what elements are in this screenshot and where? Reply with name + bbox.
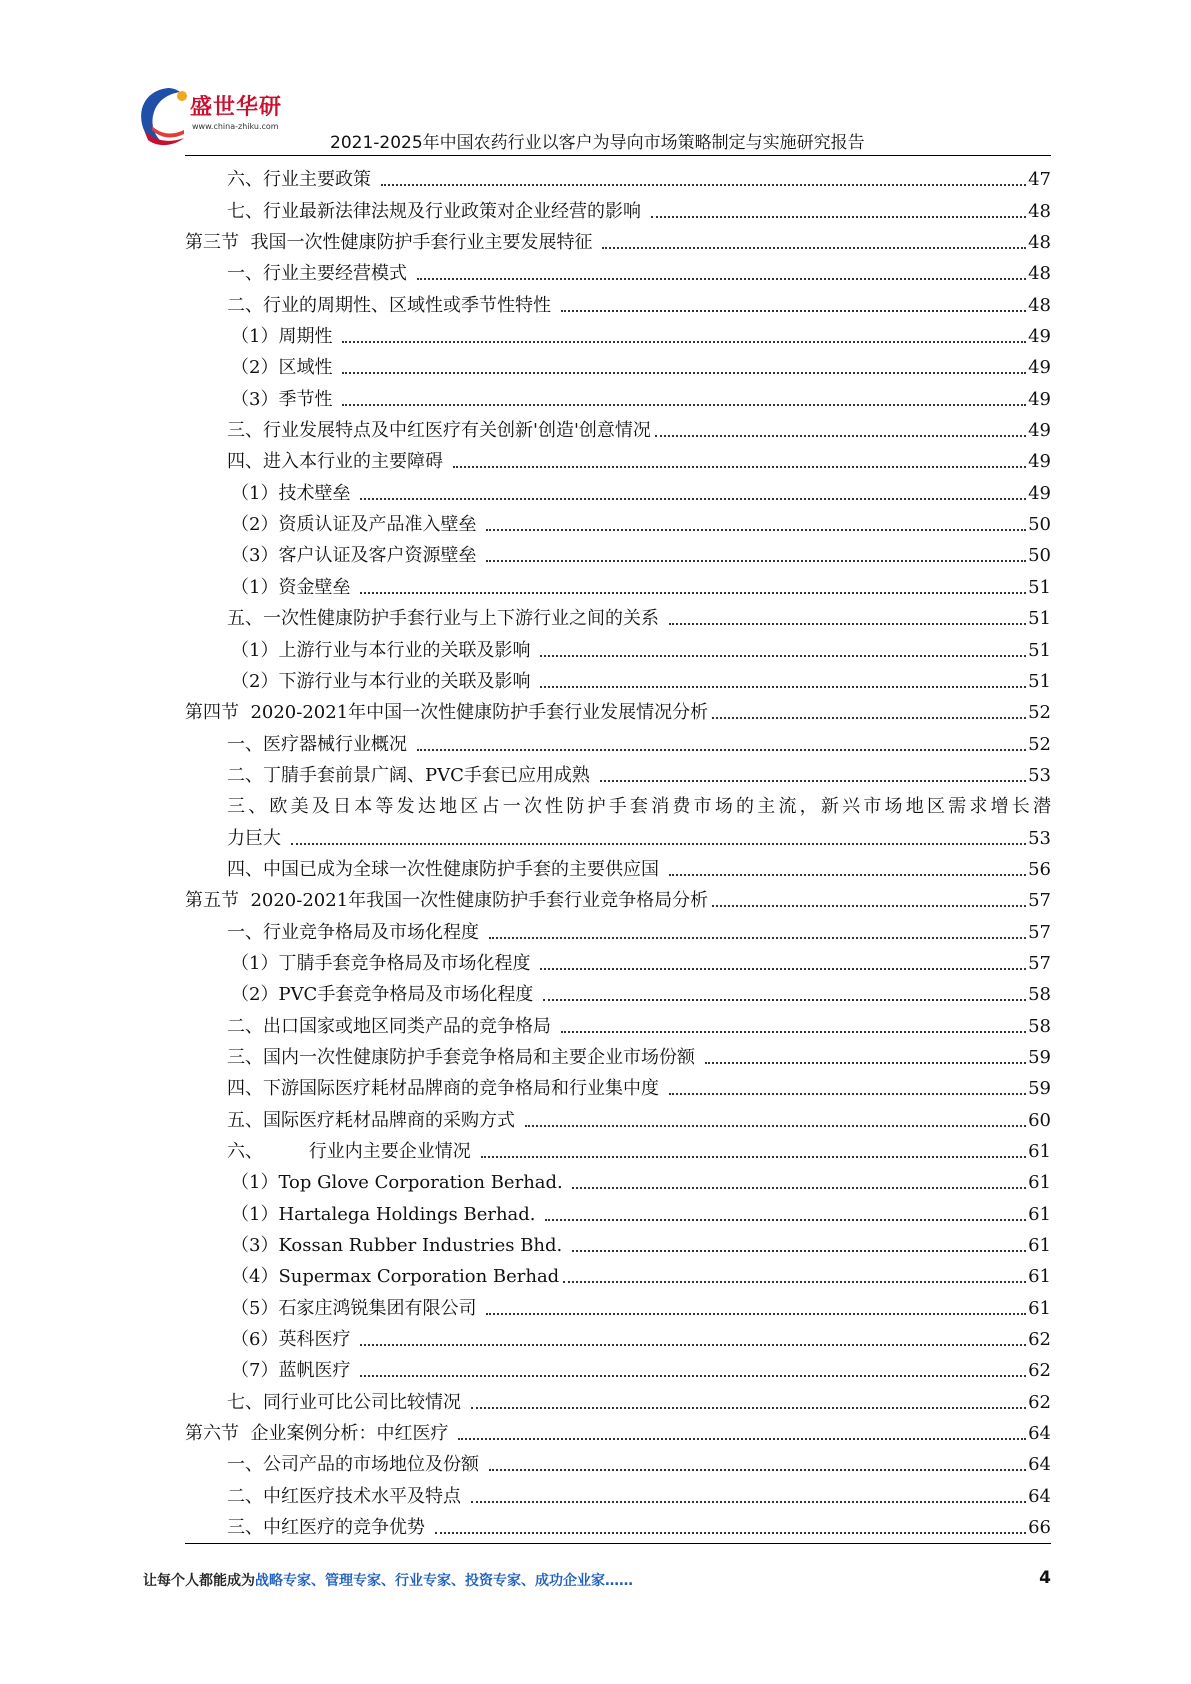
toc-entry[interactable] — [185, 1476, 1051, 1507]
toc-entry[interactable] — [185, 944, 1051, 975]
toc-dot-leader — [705, 1062, 1026, 1064]
toc-entry-label: 二、中红医疗技术水平及特点 — [227, 1485, 467, 1507]
toc-entry-page: 61 — [1028, 1297, 1051, 1319]
toc-dot-leader — [489, 1469, 1026, 1471]
toc-entry-label: （4）Supermax Corporation Berhad — [231, 1266, 560, 1288]
toc-entry[interactable] — [185, 1163, 1051, 1194]
toc-dot-leader — [417, 749, 1026, 751]
toc-entry-label: 二、行业的周期性、区域性或季节性特性 — [227, 294, 557, 316]
toc-dot-leader — [342, 341, 1026, 343]
toc-entry-page: 61 — [1028, 1235, 1051, 1257]
toc-entry[interactable] — [185, 630, 1051, 661]
toc-entry-label: 七、同行业可比公司比较情况 — [227, 1391, 467, 1413]
toc-entry[interactable] — [185, 1382, 1051, 1413]
toc-entry-label: （3）Kossan Rubber Industries Bhd. — [231, 1235, 568, 1257]
toc-entry-label: 六、行业主要政策 — [227, 169, 377, 191]
toc-entry-page: 51 — [1028, 670, 1051, 692]
toc-entry[interactable] — [185, 379, 1051, 410]
toc-dot-leader — [458, 1438, 1026, 1440]
toc-dot-leader — [342, 404, 1026, 406]
toc-dot-leader — [651, 216, 1026, 218]
footer-divider — [185, 1543, 1051, 1544]
toc-entry[interactable] — [185, 567, 1051, 598]
toc-entry[interactable] — [185, 1288, 1051, 1319]
toc-dot-leader — [572, 1250, 1026, 1252]
toc-entry[interactable] — [185, 881, 1051, 912]
toc-entry-label: （1）Hartalega Holdings Berhad. — [231, 1203, 542, 1225]
toc-entry-label: 六、 行业内主要企业情况 — [227, 1141, 477, 1162]
toc-entry-page: 58 — [1028, 984, 1051, 1006]
toc-dot-leader — [486, 529, 1026, 531]
toc-entry-page: 48 — [1028, 263, 1051, 285]
toc-dot-leader — [712, 905, 1026, 907]
toc-entry[interactable] — [185, 1226, 1051, 1257]
toc-dot-leader — [525, 1125, 1026, 1127]
toc-entry-label: （1）丁腈手套竞争格局及市场化程度 — [231, 952, 537, 974]
toc-dot-leader — [435, 1532, 1026, 1534]
toc-entry-page: 48 — [1028, 200, 1051, 222]
toc-entry-label: 第六节 企业案例分析：中红医疗 — [185, 1423, 455, 1445]
toc-entry-page: 59 — [1028, 1078, 1051, 1100]
toc-entry[interactable] — [185, 160, 1051, 191]
toc-entry-page: 50 — [1028, 514, 1051, 536]
toc-entry[interactable] — [185, 223, 1051, 254]
toc-entry[interactable] — [185, 1257, 1051, 1288]
toc-entry-label: 第四节 2020-2021年中国一次性健康防护手套行业发展情况分析 — [185, 702, 709, 724]
toc-dot-leader — [669, 623, 1026, 625]
logo-text: 盛世华研 — [190, 95, 283, 120]
toc-entry-label: 三、欧美及日本等发达地区占一次性防护手套消费市场的主流，新兴市场地区需求增长潜 — [227, 796, 1051, 818]
toc-entry-label: （3）季节性 — [231, 388, 339, 410]
toc-entry-page: 61 — [1028, 1141, 1051, 1162]
toc-entry-page: 51 — [1028, 576, 1051, 598]
toc-entry[interactable] — [185, 1006, 1051, 1037]
toc-dot-leader — [655, 435, 1026, 437]
toc-entry-page: 62 — [1028, 1391, 1051, 1413]
toc-dot-leader — [381, 184, 1026, 186]
toc-dot-leader — [561, 310, 1026, 312]
toc-dot-leader — [342, 372, 1026, 374]
toc-entry-page: 49 — [1028, 451, 1051, 473]
toc-entry-label: （1）Top Glove Corporation Berhad. — [231, 1172, 569, 1194]
toc-entry[interactable] — [185, 285, 1051, 316]
toc-entry[interactable] — [185, 505, 1051, 536]
toc-entry-page: 57 — [1028, 952, 1051, 974]
toc-entry[interactable] — [185, 1069, 1051, 1100]
toc-entry-page: 57 — [1028, 890, 1051, 912]
toc-dot-leader — [360, 1344, 1026, 1346]
toc-dot-leader — [563, 1281, 1026, 1283]
toc-entry-page: 53 — [1028, 764, 1051, 786]
toc-entry-label: 第三节 我国一次性健康防护手套行业主要发展特征 — [185, 232, 599, 254]
toc-entry-label: 三、行业发展特点及中红医疗有关创新'创造'创意情况 — [227, 420, 651, 442]
toc-dot-leader — [360, 498, 1026, 500]
toc-entry-label: （1）资金壁垒 — [231, 576, 357, 598]
toc-entry[interactable] — [185, 975, 1051, 1006]
toc-entry[interactable] — [185, 191, 1051, 222]
toc-entry-label: 一、行业竞争格局及市场化程度 — [227, 921, 485, 943]
toc-entry-label: （1）上游行业与本行业的关联及影响 — [231, 639, 537, 661]
toc-entry-page: 62 — [1028, 1329, 1051, 1351]
toc-entry[interactable] — [185, 473, 1051, 504]
logo-swoosh-icon — [138, 82, 198, 154]
toc-entry-page: 59 — [1028, 1046, 1051, 1068]
report-title: 2021-2025年中国农药行业以客户为导向市场策略制定与实施研究报告 — [330, 133, 865, 153]
toc-dot-leader — [486, 560, 1026, 562]
toc-dot-leader — [360, 592, 1026, 594]
toc-entry[interactable] — [185, 1132, 1051, 1163]
toc-entry[interactable] — [185, 254, 1051, 285]
toc-entry-label: 三、中红医疗的竞争优势 — [227, 1517, 431, 1539]
toc-dot-leader — [561, 1031, 1026, 1033]
toc-entry-page: 49 — [1028, 420, 1051, 442]
toc-entry[interactable] — [185, 599, 1051, 630]
toc-entry[interactable] — [185, 756, 1051, 787]
toc-entry-label: （1）技术壁垒 — [231, 482, 357, 504]
toc-entry-page: 57 — [1028, 921, 1051, 943]
toc-entry-label: 一、医疗器械行业概况 — [227, 733, 413, 755]
toc-entry[interactable] — [185, 1038, 1051, 1069]
toc-entry-label: （6）英科医疗 — [231, 1329, 357, 1351]
toc-entry[interactable] — [185, 1194, 1051, 1225]
toc-entry-page: 58 — [1028, 1015, 1051, 1037]
toc-entry[interactable] — [185, 1414, 1051, 1445]
footer-slogan-prefix: 让每个人都能成为 — [143, 1573, 255, 1589]
toc-entry[interactable] — [185, 442, 1051, 473]
toc-dot-leader — [669, 1093, 1026, 1095]
toc-entry[interactable] — [185, 317, 1051, 348]
toc-entry-label: （5）石家庄鸿锐集团有限公司 — [231, 1297, 483, 1319]
toc-entry-page: 62 — [1028, 1360, 1051, 1382]
toc-dot-leader — [471, 1501, 1026, 1503]
toc-entry-label: 第五节 2020-2021年我国一次性健康防护手套行业竞争格局分析 — [185, 890, 709, 912]
toc-entry-label: 一、行业主要经营模式 — [227, 263, 413, 285]
toc-entry-page: 48 — [1028, 232, 1051, 254]
toc-entry[interactable] — [185, 850, 1051, 881]
toc-dot-leader — [486, 1313, 1026, 1315]
toc-entry-label: 二、丁腈手套前景广阔、PVC手套已应用成熟 — [227, 764, 596, 786]
footer-slogan-highlight: 战略专家、管理专家、行业专家、投资专家、成功企业家 — [255, 1573, 605, 1589]
toc-entry-page: 51 — [1028, 639, 1051, 661]
toc-entry-label: （3）客户认证及客户资源壁垒 — [231, 545, 483, 567]
toc-dot-leader — [669, 874, 1026, 876]
toc-entry-page: 64 — [1028, 1454, 1051, 1476]
toc-entry-page: 49 — [1028, 388, 1051, 410]
toc-dot-leader — [489, 937, 1026, 939]
toc-entry-page: 61 — [1028, 1266, 1051, 1288]
toc-entry-label: （7）蓝帆医疗 — [231, 1360, 357, 1382]
toc-entry-label: 四、进入本行业的主要障碍 — [227, 451, 449, 473]
toc-entry-label: （2）区域性 — [231, 357, 339, 379]
toc-entry[interactable] — [185, 693, 1051, 724]
toc-entry[interactable] — [185, 1508, 1051, 1539]
toc-entry[interactable] — [185, 787, 1051, 818]
toc-entry[interactable] — [185, 1445, 1051, 1476]
toc-entry-label: 力巨大 — [227, 827, 287, 849]
toc-dot-leader — [360, 1375, 1026, 1377]
toc-dot-leader — [545, 1219, 1026, 1221]
toc-entry-page: 53 — [1028, 827, 1051, 849]
page-number: 4 — [1039, 1568, 1051, 1588]
toc-dot-leader — [481, 1156, 1027, 1158]
toc-entry-label: （2）PVC手套竞争格局及市场化程度 — [231, 984, 540, 1006]
toc-dot-leader — [291, 843, 1026, 845]
toc-entry-page: 60 — [1028, 1109, 1051, 1131]
toc-entry-label: （2）下游行业与本行业的关联及影响 — [231, 670, 537, 692]
toc-dot-leader — [417, 278, 1026, 280]
toc-entry-label: （2）资质认证及产品准入壁垒 — [231, 514, 483, 536]
company-logo — [138, 82, 308, 154]
toc-dot-leader — [712, 717, 1026, 719]
toc-dot-leader — [543, 999, 1026, 1001]
toc-dot-leader — [602, 247, 1026, 249]
toc-entry-page: 51 — [1028, 608, 1051, 630]
toc-dot-leader — [540, 968, 1026, 970]
toc-entry-page: 52 — [1028, 733, 1051, 755]
toc-dot-leader — [600, 780, 1026, 782]
toc-dot-leader — [572, 1187, 1026, 1189]
toc-entry[interactable] — [185, 912, 1051, 943]
footer-slogan-suffix: …… — [605, 1573, 633, 1589]
toc-entry-page: 64 — [1028, 1485, 1051, 1507]
toc-entry-page: 47 — [1028, 169, 1051, 191]
toc-entry-label: 一、公司产品的市场地位及份额 — [227, 1454, 485, 1476]
toc-entry-page: 61 — [1028, 1172, 1051, 1194]
toc-entry-label: 五、一次性健康防护手套行业与上下游行业之间的关系 — [227, 608, 665, 630]
toc-entry[interactable] — [185, 1100, 1051, 1131]
toc-entry[interactable] — [185, 818, 1051, 849]
toc-entry[interactable] — [185, 1320, 1051, 1351]
toc-entry-page: 61 — [1028, 1203, 1051, 1225]
toc-entry-page: 56 — [1028, 858, 1051, 880]
toc-entry[interactable] — [185, 1351, 1051, 1382]
toc-entry-page: 48 — [1028, 294, 1051, 316]
toc-entry-page: 66 — [1028, 1517, 1051, 1539]
toc-entry[interactable] — [185, 536, 1051, 567]
toc-entry-page: 50 — [1028, 545, 1051, 567]
toc-entry-page: 49 — [1028, 326, 1051, 348]
toc-entry-page: 64 — [1028, 1423, 1051, 1445]
toc-entry-page: 49 — [1028, 357, 1051, 379]
toc-entry-label: （1）周期性 — [231, 326, 339, 348]
table-of-contents — [185, 160, 1051, 1539]
toc-entry-label: 四、中国已成为全球一次性健康防护手套的主要供应国 — [227, 858, 665, 880]
toc-dot-leader — [540, 655, 1026, 657]
toc-entry-label: 三、国内一次性健康防护手套竞争格局和主要企业市场份额 — [227, 1046, 701, 1068]
toc-entry-page: 52 — [1028, 702, 1051, 724]
toc-entry-page: 49 — [1028, 482, 1051, 504]
logo-url: www.china-zhiku.com — [192, 122, 279, 131]
toc-entry-label: 七、行业最新法律法规及行业政策对企业经营的影响 — [227, 200, 647, 222]
toc-entry[interactable] — [185, 348, 1051, 379]
toc-entry[interactable] — [185, 724, 1051, 755]
toc-entry-label: 五、国际医疗耗材品牌商的采购方式 — [227, 1109, 521, 1131]
toc-entry-label: 二、出口国家或地区同类产品的竞争格局 — [227, 1015, 557, 1037]
toc-dot-leader — [540, 686, 1026, 688]
header-divider — [185, 155, 1051, 156]
toc-dot-leader — [471, 1407, 1026, 1409]
toc-entry-label: 四、下游国际医疗耗材品牌商的竞争格局和行业集中度 — [227, 1078, 665, 1100]
toc-entry[interactable] — [185, 411, 1051, 442]
toc-dot-leader — [453, 466, 1026, 468]
footer-slogan — [143, 1570, 633, 1590]
toc-entry[interactable] — [185, 662, 1051, 693]
